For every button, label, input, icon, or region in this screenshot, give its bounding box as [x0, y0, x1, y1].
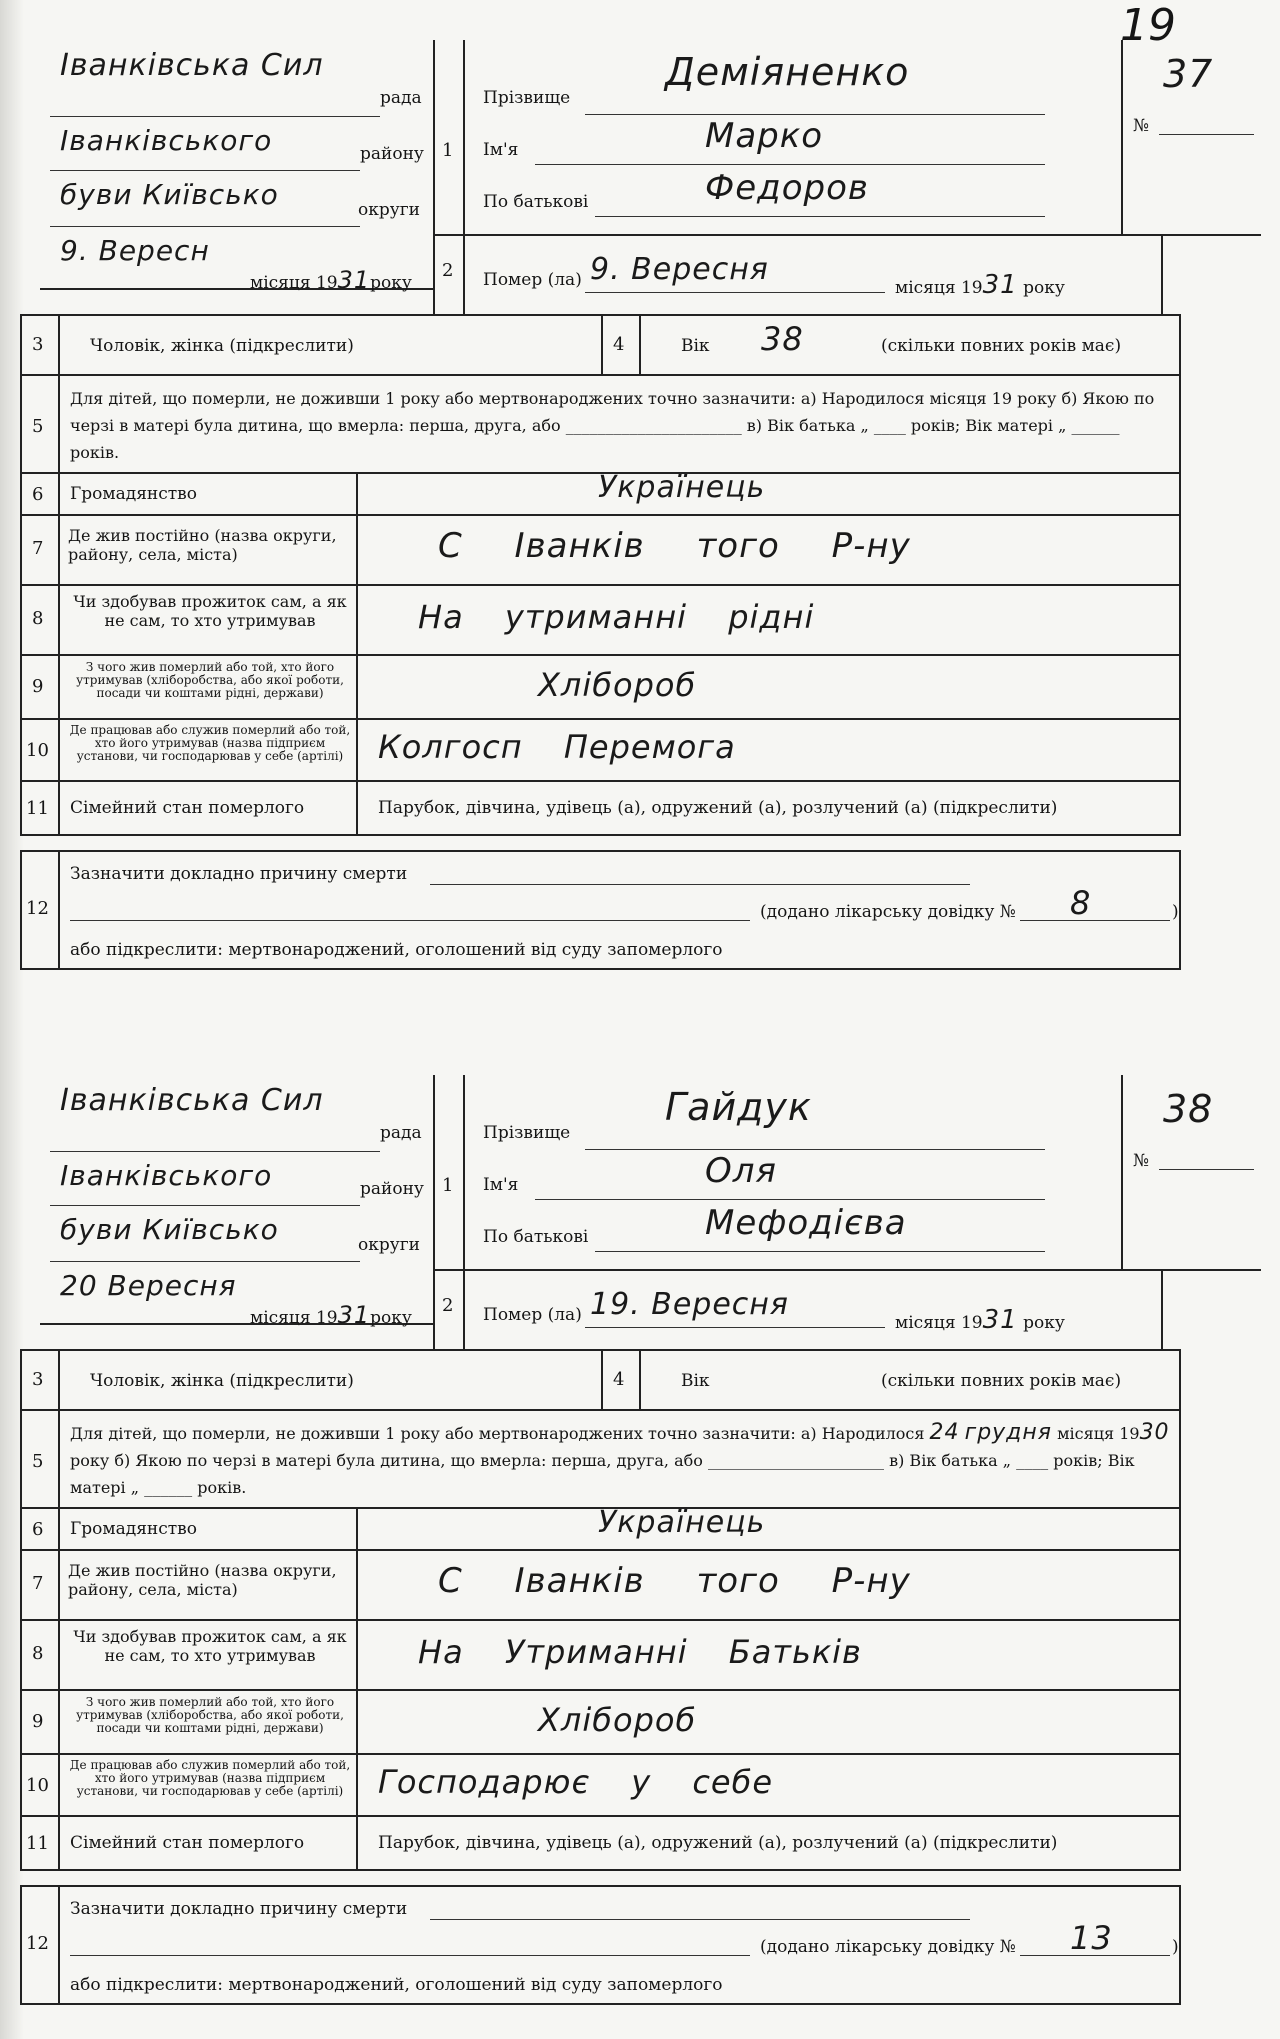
- residence-value-cell: [356, 514, 1181, 586]
- sex-cell: [58, 314, 603, 376]
- age-cell: [639, 1349, 1181, 1411]
- cause-doc-label: (додано лікарську довідку №: [760, 1937, 1016, 1957]
- council-village: Іванківська Сил: [60, 1083, 324, 1118]
- death-date-block: [463, 234, 1163, 316]
- okrug-label: округи: [358, 1235, 420, 1255]
- top-margin-note: 19: [1120, 0, 1176, 51]
- livelihood-label-cell: [58, 1619, 358, 1691]
- residence-label: Де жив постійно (назва округи, району, села, міста): [68, 526, 337, 564]
- patronymic-label: По батькові: [483, 192, 589, 212]
- number-label: №: [1133, 116, 1150, 136]
- surname-label: Прізвище: [483, 1123, 571, 1143]
- workplace-label-cell: [58, 1753, 358, 1817]
- row-number-cell: 7: [20, 514, 60, 586]
- marital-label-cell: [58, 780, 358, 836]
- row-number-cell: 4: [601, 1349, 641, 1411]
- row-number-cell: 11: [20, 780, 60, 836]
- row-number-cell: 11: [20, 1815, 60, 1871]
- children-text-d: або: [674, 1451, 703, 1470]
- number-label: №: [1133, 1151, 1150, 1171]
- marital-label-cell: [58, 1815, 358, 1871]
- marital-value-cell: [356, 1815, 1181, 1871]
- patronymic-value: Мефодієва: [705, 1203, 907, 1243]
- council-district: Іванківського: [60, 124, 273, 157]
- rada-label: рада: [380, 1123, 422, 1143]
- workplace-value-cell: [356, 1753, 1181, 1817]
- cause-label: Зазначити докладно причину смерти: [70, 864, 408, 884]
- residence-value: С Іванків того Р-ну: [438, 1561, 911, 1601]
- children-text-e: в) Вік батька: [889, 1451, 998, 1470]
- cause-doc-number: 8: [1070, 884, 1092, 922]
- death-month-label: місяця 19: [895, 278, 983, 298]
- row-number-cell: 1: [433, 1075, 465, 1271]
- citizenship-value: Українець: [598, 470, 766, 505]
- age-cell: [639, 314, 1181, 376]
- occupation-value-cell: [356, 1689, 1181, 1755]
- marital-label: Сімейний стан померлого: [70, 798, 305, 818]
- death-record-2: [20, 1075, 1260, 2025]
- death-year: 31: [982, 1305, 1018, 1335]
- livelihood-value-cell: [356, 584, 1181, 656]
- name-label: Ім'я: [483, 1175, 519, 1195]
- death-year-label: року: [1023, 1313, 1065, 1333]
- age-value: 38: [761, 320, 804, 358]
- death-year-label: року: [1023, 278, 1065, 298]
- cause-alternative: або підкреслити: мертвонароджений, оголошений від суду запомерлого: [70, 1975, 723, 1995]
- cause-doc-label: (додано лікарську довідку №: [760, 902, 1016, 922]
- age-hint: (скільки повних років має): [881, 1371, 1122, 1391]
- row-number-cell: 3: [20, 1349, 60, 1411]
- row-number-cell: 4: [601, 314, 641, 376]
- registration-year: 31: [337, 266, 371, 294]
- workplace-label: Де працював або служив померлий або той, хто його утримував (назва підприєм установи, чи господарював у себе (артілі): [69, 723, 351, 763]
- death-record-1: [20, 0, 1260, 990]
- children-text-c: року б) Якою по черзі в матері була дитина, що вмерла: перша, друга,: [70, 1451, 670, 1470]
- child-born-value: 24: [929, 1420, 960, 1445]
- age-label: Вік: [681, 1371, 710, 1391]
- name-value: Оля: [705, 1151, 777, 1191]
- row-number-cell: 10: [20, 1753, 60, 1817]
- occupation-label: З чого жив померлий або той, хто його утримував (хліборобства, або якої роботи, посади чи коштами рідні, держави): [76, 1695, 344, 1735]
- citizenship-label-cell: [58, 472, 358, 516]
- children-text-c: року б) Якою по черзі в матері була дитина, що вмерла: перша, друга,: [70, 389, 1155, 435]
- child-month-value: грудня: [964, 1420, 1053, 1445]
- name-block: [463, 1075, 1123, 1271]
- row-number-cell: 5: [20, 1409, 60, 1509]
- sex-label: Чоловік, жінка (підкреслити): [90, 336, 354, 356]
- row-number-cell: 1: [433, 40, 465, 236]
- death-date-block: [463, 1269, 1163, 1351]
- okrug-label: округи: [358, 200, 420, 220]
- row-number-cell: 12: [20, 1885, 60, 2005]
- workplace-value: Колгосп Перемога: [378, 728, 736, 766]
- registration-month-label: місяця 19: [250, 1308, 338, 1328]
- occupation-label-cell: [58, 654, 358, 720]
- name-block: [463, 40, 1123, 236]
- district-label: району: [360, 1179, 424, 1199]
- workplace-label: Де працював або служив померлий або той, хто його утримував (назва підприєм установи, чи господарював у себе (артілі): [69, 1758, 351, 1798]
- cause-block: Зазначити докладно причину смерти (додано лікарську довідку № 8 ) або підкреслити: мертвонароджений, оголошений від суду запомерлого: [58, 850, 1181, 970]
- age-hint: (скільки повних років має): [881, 336, 1122, 356]
- rada-label: рада: [380, 88, 422, 108]
- cause-block: Зазначити докладно причину смерти (додано лікарську довідку № 13 ) або підкреслити: мертвонароджений, оголошений від суду запомерлого: [58, 1885, 1181, 2005]
- surname-label: Прізвище: [483, 88, 571, 108]
- patronymic-label: По батькові: [483, 1227, 589, 1247]
- council-okrug: буви Київсько: [60, 178, 279, 211]
- record-number: 37: [1163, 52, 1214, 96]
- residence-label-cell: [58, 514, 358, 586]
- livelihood-value: На Утриманні Батьків: [418, 1633, 862, 1671]
- citizenship-label: Громадянство: [70, 484, 197, 504]
- children-text-e: в) Вік батька: [746, 416, 856, 435]
- citizenship-label-cell: [58, 1507, 358, 1551]
- council-district: Іванківського: [60, 1159, 273, 1192]
- name-value: Марко: [705, 116, 824, 156]
- row-number-cell: 12: [20, 850, 60, 970]
- name-label: Ім'я: [483, 140, 519, 160]
- sex-cell: [58, 1349, 603, 1411]
- council-village: Іванківська Сил: [60, 48, 324, 83]
- workplace-value-cell: [356, 718, 1181, 782]
- row-number-cell: 2: [433, 234, 465, 316]
- residence-label: Де жив постійно (назва округи, району, села, міста): [68, 1561, 337, 1599]
- children-text-a: Для дітей, що померли, не доживши 1 року або мертвонароджених точно зазначити: а) Народилося: [70, 389, 925, 408]
- age-label: Вік: [681, 336, 710, 356]
- livelihood-value: На утриманні рідні: [418, 598, 815, 636]
- workplace-label-cell: [58, 718, 358, 782]
- children-text-g: років.: [197, 1478, 247, 1497]
- registration-year-label: року: [370, 1308, 412, 1328]
- livelihood-label: Чи здобував прожиток сам, а як не сам, то хто утримував: [73, 592, 347, 630]
- marital-options: Парубок, дівчина, удівець (а), одружений (а), розлучений (а) (підкреслити): [378, 798, 1058, 818]
- occupation-value: Хлібороб: [538, 1701, 697, 1739]
- citizenship-value-cell: [356, 1507, 1181, 1551]
- row-number-cell: 10: [20, 718, 60, 782]
- row-number-cell: 9: [20, 654, 60, 720]
- row-number-cell: 3: [20, 314, 60, 376]
- children-text-d: або: [531, 416, 561, 435]
- children-text-f: років; Вік матері: [70, 1451, 1135, 1497]
- council-block: [40, 1075, 435, 1329]
- death-day: 19. Вересня: [590, 1287, 789, 1322]
- record-number-box: [1121, 40, 1261, 236]
- cause-label: Зазначити докладно причину смерти: [70, 1899, 408, 1919]
- marital-options: Парубок, дівчина, удівець (а), одружений (а), розлучений (а) (підкреслити): [378, 1833, 1058, 1853]
- row-number-cell: 7: [20, 1549, 60, 1621]
- row-number-cell: 9: [20, 1689, 60, 1755]
- children-block: Для дітей, що померли, не доживши 1 року або мертвонароджених точно зазначити: а) Народилося 24 грудня місяця 1930 року б) Якою по черзі в матері була дитина, що вмерла: перша, друга, або ______________________ в) Вік батька „ ____ років; Вік матері „ ______ років.: [58, 1409, 1181, 1509]
- sex-label: Чоловік, жінка (підкреслити): [90, 1371, 354, 1391]
- row-number-cell: 8: [20, 584, 60, 656]
- death-label: Помер (ла): [483, 1305, 582, 1325]
- registration-day: 9. Вересн: [60, 234, 210, 267]
- death-label: Помер (ла): [483, 270, 582, 290]
- citizenship-value-cell: [356, 472, 1181, 516]
- row-number-cell: 5: [20, 374, 60, 474]
- death-month-label: місяця 19: [895, 1313, 983, 1333]
- citizenship-value: Українець: [598, 1505, 766, 1540]
- row-number-cell: 2: [433, 1269, 465, 1351]
- occupation-value: Хлібороб: [538, 666, 697, 704]
- registration-month-label: місяця 19: [250, 273, 338, 293]
- residence-label-cell: [58, 1549, 358, 1621]
- citizenship-label: Громадянство: [70, 1519, 197, 1539]
- marital-value-cell: [356, 780, 1181, 836]
- registration-year: 31: [337, 1301, 371, 1329]
- surname-value: Гайдук: [665, 1085, 812, 1129]
- children-text-a: Для дітей, що померли, не доживши 1 року або мертвонароджених точно зазначити: а) Народилося: [70, 1424, 925, 1443]
- residence-value-cell: [356, 1549, 1181, 1621]
- registration-day: 20 Вересня: [60, 1269, 237, 1302]
- registration-year-label: року: [370, 273, 412, 293]
- occupation-label: З чого жив померлий або той, хто його утримував (хліборобства, або якої роботи, посади чи коштами рідні, держави): [76, 660, 344, 700]
- children-block: Для дітей, що померли, не доживши 1 року або мертвонароджених точно зазначити: а) Народилося місяця 19 року б) Якою по черзі в матері була дитина, що вмерла: перша, друга, або ______________________ в) Вік батька „ ____ років; Вік матері „ ______ років.: [58, 374, 1181, 474]
- row-number-cell: 6: [20, 472, 60, 516]
- children-text-b: місяця 19: [929, 389, 1012, 408]
- occupation-value-cell: [356, 654, 1181, 720]
- cause-doc-number: 13: [1070, 1919, 1113, 1957]
- council-block: [40, 40, 435, 294]
- residence-value: С Іванків того Р-ну: [438, 526, 911, 566]
- children-text-f: років; Вік матері: [910, 416, 1054, 435]
- livelihood-label: Чи здобував прожиток сам, а як не сам, то хто утримував: [73, 1627, 347, 1665]
- patronymic-value: Федоров: [705, 168, 869, 208]
- cause-alternative: або підкреслити: мертвонароджений, оголошений від суду запомерлого: [70, 940, 723, 960]
- livelihood-label-cell: [58, 584, 358, 656]
- district-label: району: [360, 144, 424, 164]
- children-text-b: місяця 19: [1057, 1424, 1140, 1443]
- livelihood-value-cell: [356, 1619, 1181, 1691]
- row-number-cell: 6: [20, 1507, 60, 1551]
- council-okrug: буви Київсько: [60, 1213, 279, 1246]
- children-text-g: років.: [70, 443, 120, 462]
- death-day: 9. Вересня: [590, 252, 769, 287]
- surname-value: Деміяненко: [665, 50, 910, 94]
- workplace-value: Господарює у себе: [378, 1763, 774, 1801]
- occupation-label-cell: [58, 1689, 358, 1755]
- child-year-value: 30: [1139, 1420, 1170, 1445]
- record-number-box: [1121, 1075, 1261, 1271]
- record-number: 38: [1163, 1087, 1214, 1131]
- marital-label: Сімейний стан померлого: [70, 1833, 305, 1853]
- death-year: 31: [982, 270, 1018, 300]
- row-number-cell: 8: [20, 1619, 60, 1691]
